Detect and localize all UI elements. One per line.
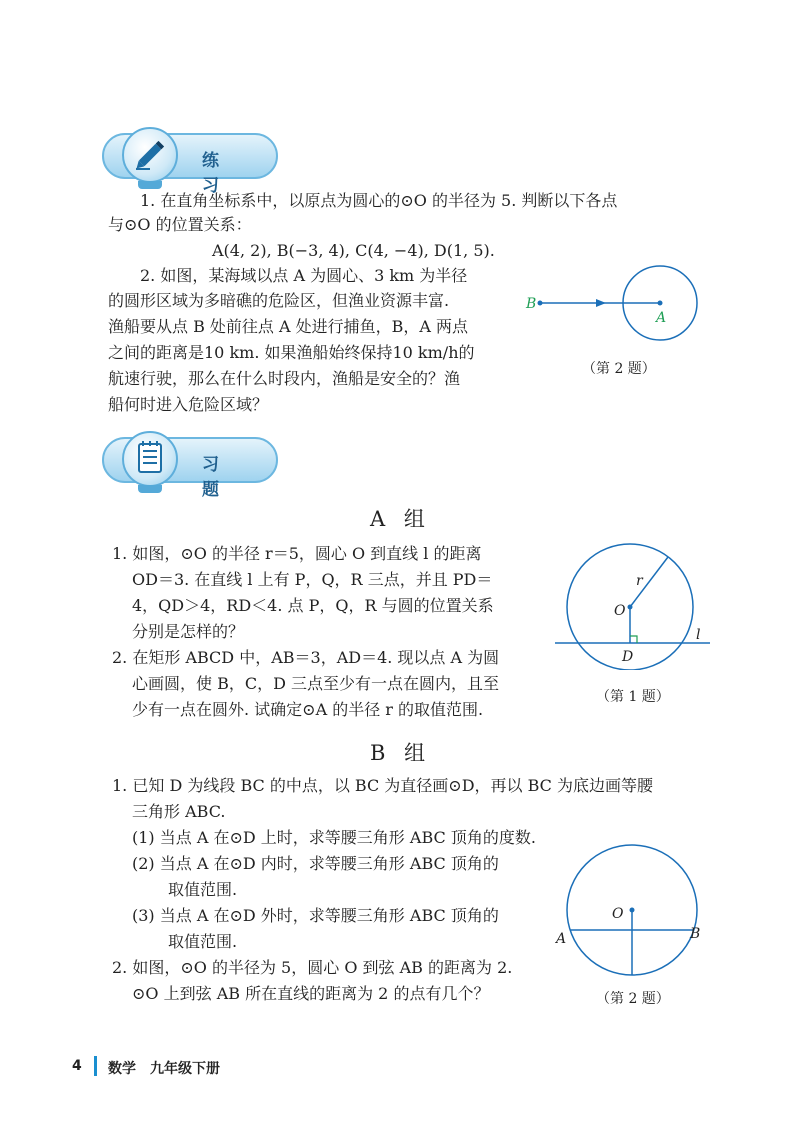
practice-q2-line6: 船何时进入危险区域？ <box>108 395 269 414</box>
point-o <box>630 908 635 913</box>
group-a-figure-caption: （第 1 题） <box>596 689 670 705</box>
label-d: D <box>622 649 634 665</box>
label-r: r <box>636 573 643 589</box>
group-a-q2-line1: 2. 在矩形 ABCD 中，AB＝3，AD＝4. 现以点 A 为圆 <box>112 648 500 667</box>
group-a-title: A 组 <box>370 507 431 531</box>
group-b-q1-sub2b: 取值范围. <box>168 880 238 899</box>
group-a-q2-line3: 少有一点在圆外. 试确定⊙A 的半径 r 的取值范围. <box>132 700 484 719</box>
group-b-q1-sub3a: (3) 当点 A 在⊙D 外时，求等腰三角形 ABC 顶角的 <box>132 906 499 925</box>
group-b-q1-line1: 1. 已知 D 为线段 BC 的中点，以 BC 为直径画⊙D，再以 BC 为底边画等腰 <box>112 776 653 795</box>
practice-banner-title: 练 习 <box>202 151 233 196</box>
practice-q1-line1: 1. 在直角坐标系中，以原点为圆心的⊙O 的半径为 5. 判断以下各点 <box>140 191 618 210</box>
group-a-figure <box>550 535 720 670</box>
point-a <box>658 301 663 306</box>
practice-banner <box>102 133 278 196</box>
label-b: B <box>526 296 537 312</box>
practice-figure <box>520 260 720 350</box>
group-b-q1-sub1: (1) 当点 A 在⊙D 上时，求等腰三角形 ABC 顶角的度数. <box>132 828 536 847</box>
exercises-banner-title: 习 题 <box>202 455 233 500</box>
right-angle-mark <box>630 636 637 643</box>
group-b-q1-sub2a: (2) 当点 A 在⊙D 内时，求等腰三角形 ABC 顶角的 <box>132 854 499 873</box>
footer-divider <box>94 1056 97 1076</box>
point-b <box>538 301 543 306</box>
label-l: l <box>696 627 701 643</box>
label-b: B <box>690 926 701 942</box>
practice-q2-line3: 渔船要从点 B 处前往点 A 处进行捕鱼，B，A 两点 <box>108 317 469 336</box>
banner-tab <box>138 485 162 493</box>
label-a: A <box>556 931 567 947</box>
arrow-head <box>596 299 606 307</box>
practice-q2-line2: 的圆形区域为多暗礁的危险区，但渔业资源丰富. <box>108 291 450 310</box>
notebook-icon <box>122 431 178 487</box>
group-a-q2-line2: 心画圆，使 B，C，D 三点至少有一点在圆内，且至 <box>132 674 500 693</box>
group-b-q2-line1: 2. 如图，⊙O 的半径为 5，圆心 O 到弦 AB 的距离为 2. <box>112 958 513 977</box>
group-a-q1-line1: 1. 如图，⊙O 的半径 r＝5，圆心 O 到直线 l 的距离 <box>112 544 482 563</box>
group-a-q1-line3: 4，QD＞4，RD＜4. 点 P，Q，R 与圆的位置关系 <box>132 596 494 615</box>
label-o: O <box>614 603 626 619</box>
label-a: A <box>656 310 667 326</box>
practice-q2-line5: 航速行驶，那么在什么时段内，渔船是安全的？渔 <box>108 369 461 388</box>
practice-q2-line4: 之间的距离是10 km. 如果渔船始终保持10 km/h的 <box>108 343 475 362</box>
group-b-q1-sub3b: 取值范围. <box>168 932 238 951</box>
practice-q1-line2: 与⊙O 的位置关系： <box>108 215 252 234</box>
practice-q1-line3: A(4, 2), B(−3, 4), C(4, −4), D(1, 5). <box>212 241 495 260</box>
exercises-banner <box>102 437 278 500</box>
group-b-q2-line2: ⊙O 上到弦 AB 所在直线的距离为 2 的点有几个？ <box>132 984 490 1003</box>
group-b-figure-caption: （第 2 题） <box>596 991 670 1007</box>
practice-q2-line1: 2. 如图，某海域以点 A 为圆心、3 km 为半径 <box>140 266 468 285</box>
group-b-title: B 组 <box>370 741 432 765</box>
group-b-q1-line2: 三角形 ABC. <box>132 802 226 821</box>
pencil-icon <box>122 127 178 183</box>
practice-figure-caption: （第 2 题） <box>582 361 656 377</box>
point-o <box>628 605 633 610</box>
group-a-q1-line4: 分别是怎样的？ <box>132 622 245 641</box>
label-o: O <box>612 906 624 922</box>
page-number: 4 <box>72 1058 82 1074</box>
group-b-figure <box>550 840 720 980</box>
banner-tab <box>138 181 162 189</box>
group-a-q1-line2: OD＝3. 在直线 l 上有 P，Q，R 三点，并且 PD＝ <box>132 570 493 589</box>
book-title: 数学 九年级下册 <box>108 1061 220 1077</box>
